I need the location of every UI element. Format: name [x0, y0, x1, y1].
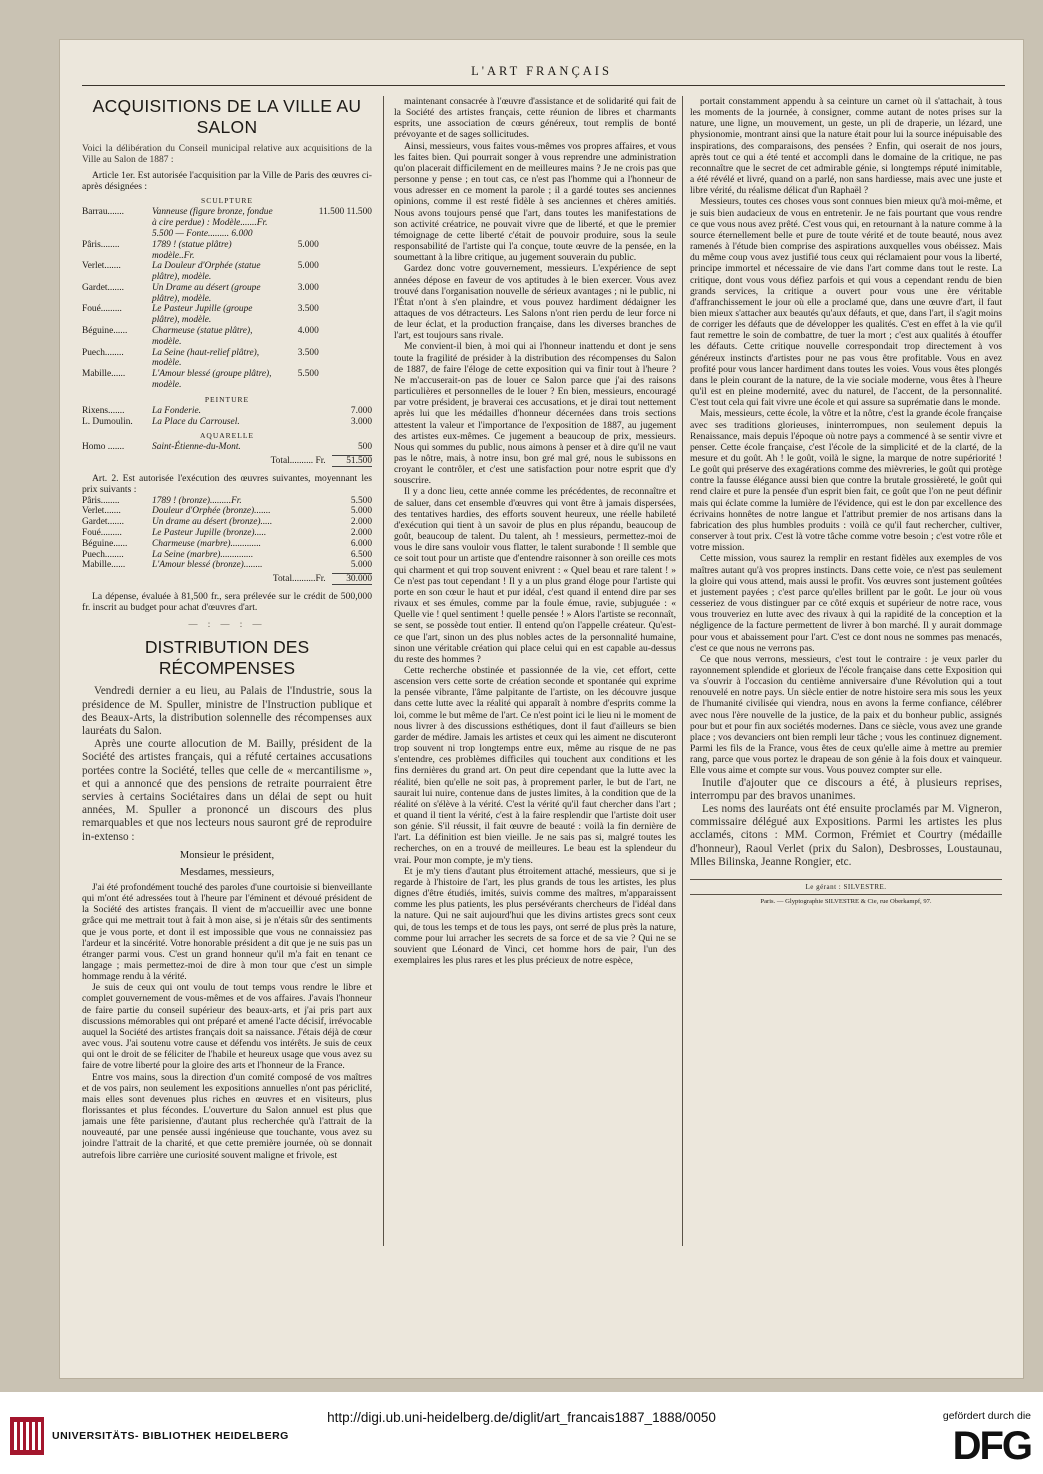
list-row [82, 406, 372, 417]
price: 5.500 [350, 495, 372, 506]
work-title: Saint-Étienne-du-Mont. [152, 442, 241, 453]
category-aquarelle: AQUARELLE [200, 431, 254, 441]
printer: Paris. — Glyptographie SILVESTRE & Cie, rue Oberkampf, 97. [690, 894, 1002, 905]
running-title: L'ART FRANÇAIS [471, 64, 612, 78]
artist-name: Mabille...... [82, 369, 126, 380]
price: 4.000 [297, 326, 319, 337]
artist-name: Homo ....... [82, 442, 125, 453]
speech-paragraph: Gardez donc votre gouvernement, messieurs. L'expérience de sept années dépose en faveur de vos aptitudes à le bien exercer. Vous avez trouvé dans l'organisation nouvelle de sérieux avantages ; ni le public, ni l'État n'ont à s'en plaindre, et vous pouvez hardiment dédaigner les attaques de vos détracteurs. Les Salons n'ont rien perdu de leur force ni de leur éclat, et la production française, dans les diverses branches de l'art, est toujours sans rivale. [394, 263, 676, 342]
total-1-label: Total.......... Fr. [270, 456, 326, 467]
speech-paragraph: maintenant consacrée à l'œuvre d'assistance et de solidarité qui fait de la Société des artistes français, cette réunion de libres et charmants esprits, une association de cœurs généreux, tout remplis de bonté prévoyante et de sages sollicitudes. [394, 96, 676, 141]
speech-paragraph: J'ai été profondément touché des paroles d'une courtoisie si bienveillante qui m'ont été adressées tout à l'heure par l'éminent et dévoué président de la Société des artistes français. Il vient de m'accueillir avec une bonne grâce qui me mettrait tout à fait à mon aise, si je n'étais sûr des sentiments que je vous porte, et dont il est impossible que vous ne connaissiez pas l'ardeur et la sincérité. Votre honorable président a dit que je ne suis pas un étranger parmi vous. C'est un grand honneur qu'il m'a fait en tenant ce langage ; mais permettez-moi de dire à mon tour que c'est un simple hommage rendu à la vérité. [82, 881, 372, 983]
column-2 [394, 96, 676, 1334]
subtotal [319, 348, 372, 370]
subtotal [319, 369, 372, 391]
price: 3.500 [297, 347, 319, 358]
speech-paragraph: Et je m'y tiens d'autant plus étroitement attaché, messieurs, que si je regarde à l'histoire de l'art, les plus grands de tous les artistes, les plus dignes d'être étudiés, imités, suivis comme des maîtres, m'apparaissent comme les plus patients, les plus persévérants chercheurs de l'idéal dans la nature. Qui ne sait aujourd'hui que les divins artistes grecs sont ceux qui, de tous les temps et de tous les pays, ont serré de plus près la nature, comme pour lui arracher les secrets de sa force et de sa vie ? Qui ne se souvient que Léonard de Vinci, cet homme hors de pair, l'un des exemplaires les plus rares et les plus précieux de notre espèce, [394, 865, 676, 967]
newspaper-page [60, 40, 1023, 1378]
price: 3.000 [297, 282, 319, 293]
work-title: Vanneuse (figure bronze, fondue à cire perdue) : Modèle.......Fr. 5.500 — Fonte......... 6.000 [152, 207, 273, 239]
work-title: Douleur d'Orphée (bronze)....... [152, 506, 271, 517]
work-title: L'Amour blessé (bronze)........ [152, 560, 263, 571]
artist-name: Béguine...... [82, 326, 128, 337]
subtotal [319, 261, 372, 283]
dfg-logo[interactable]: DFG [952, 1424, 1031, 1468]
acquisitions-closing: La dépense, évaluée à 81,500 fr., sera prélevée sur le crédit de 500,000 fr. inscrit au budget pour achat d'œuvres d'art. [82, 591, 372, 614]
price: 6.500 [350, 549, 372, 560]
speech-part-3 [690, 96, 1002, 777]
work-title: Le Pasteur Jupille (bronze)..... [152, 527, 267, 538]
total-2-label: Total..........Fr. [272, 574, 326, 585]
work-title: Charmeuse (marbre)............. [152, 538, 262, 549]
artist-name: Foué......... [82, 304, 122, 315]
list-row [82, 442, 372, 453]
list-row [82, 261, 372, 283]
price: 5.000 [297, 261, 319, 272]
speech-paragraph: portait constamment appendu à sa ceinture un carnet où il s'attachait, à tous les moments de la journée, à consigner, comme autant de notes prises sur la nature, une ligne, un mouvement, un geste, un pli de draperie, un lézard, une physionomie, montrant ainsi que la nature était pour lui la source inépuisable des inspirations, des comparaisons, des pensées ? Enfin, qui oserait de nos jours, après tout ce qui a été tenté et accompli dans le domaine de la critique, ne pas reconnaître que le secret de cet admirable génie, si longtemps réputé inimitable, a été révélé et livré, quand on a parlé, non sans hardiesse, mais avec une juste et libre vérité, du réalisme délicat d'un Raphaël ? [690, 96, 1002, 197]
work-title: La Place du Carrousel. [152, 416, 240, 427]
work-title: Un Drame au désert (groupe plâtre), modèle. [152, 282, 261, 304]
speech-paragraph: Me convient-il bien, à moi qui ai l'honneur inattendu et dont je sens toute la fragilité de présider à la distribution des récompenses du Salon de 1887, de faire l'éloge de cette exposition qui va finir tout à l'heure ? Ne m'accuserait-on pas de louer ce Salon parce que j'ai des raisons particulières et personnelles de le louer ? En bien, messieurs, encouragé par votre président, je braverai ces accusations, et je dirai tout nettement après lui que les médailles d'honneur décernées dans trois sections attestent la valeur et l'importance de l'exposition de 1887, au jugement des artistes eux-mêmes. Ce jugement a beaucoup de prix, messieurs. Nous qui sommes du public, nous aimons à penser et à dire qu'il ne vaut pas le nôtre, mais, à notre insu, bon gré mal gré, nous le subissons en croyant le contrôler, et c'est une satisfaction pour notre esprit que d'y souscrire. [394, 341, 676, 487]
section-ornament: — : — : — [188, 619, 266, 630]
source-url[interactable]: http://digi.ub.uni-heidelberg.de/diglit/art_francais1887_1888/0050 [327, 1410, 716, 1425]
list-row [82, 348, 372, 370]
after-speech: Inutile d'ajouter que ce discours a été, à plusieurs reprises, interrompu par des bravos unanimes. [690, 776, 1002, 802]
bronze-list [82, 496, 372, 572]
list-row [82, 528, 372, 539]
work-title: L'Amour blessé (groupe plâtre), modèle. [152, 369, 272, 391]
artist-name: Rixens....... [82, 405, 125, 416]
work-title: La Fonderie. [152, 405, 201, 416]
category-peinture: PEINTURE [204, 394, 250, 404]
subtotal [319, 304, 372, 326]
funded-by-label: gefördert durch die [942, 1410, 1031, 1422]
speech-paragraph: Ainsi, messieurs, vous faites vous-mêmes vos propres affaires, et vous les faites bien. Qui pourrait songer à vous reprendre une administration qu'on placerait difficilement en de meilleures mains ? Je ne crois pas que personne y pense ; en tout cas, ce n'est pas l'homme qui a l'honneur de vous adresser en ce moment la parole ; il a gardé toutes ses anciennes opinions, comme il est resté fidèle à ses anciennes et chères amitiés. Nous avons toujours pensé que l'art, dans toutes les manifestations de son activité créatrice, ne pouvait vivre que de liberté, et que le premier témoignage de cette liberté c'était de pouvoir produire, sous la seule responsabilité de l'artiste qui l'a conçue, toute œuvre de la pensée, en la soumettant à la libre critique, au jugement souverain du public. [394, 140, 676, 264]
speech-part-1 [82, 882, 372, 1161]
artist-name: Barrau....... [82, 207, 124, 218]
list-row [82, 417, 372, 428]
list-row [82, 207, 372, 239]
speech-paragraph: Cette recherche obstinée et passionnée de la vie, cet effort, cette ascension vers cette sorte de création seconde et spontanée qui exprime la pensée vibrante, l'âme palpitante de l'artiste, on les découvre jusque dans cette lutte avec la réalité qui apparaît à nombre d'esprits comme la loi, comme le but même de l'art. Ce n'est point ici le lieu ni le moment de nous livrer à des discussions esthétiques, dont il faut d'ailleurs se bien garder de médire. Jamais les artistes et ceux qui les aiment ne discuteront trop souvent ni trop longtemps entre eux, même au risque de ne pas s'entendre, ces problèmes difficiles qui touchent aux conditions et les fins dernières du grand art. On peut dire cependant que la lutte avec la réalité, bien qu'elle ne soit pas, à proprement parler, le but de l'art, ne saurait lui nuire, contenue dans de justes limites, à la condition que de la réalité on s'élève à la vérité. C'est la vérité qu'il faut chercher dans l'art ; et quand il tient la vérité, c'est à la faire resplendir que l'artiste doit user son génie. S'il réussit, il fait œuvre de beauté : voilà la fin dernière de l'art. La définition est bien vieille. Je ne sais pas si, malgré toutes les recherches, on en a trouvé de meilleures. Le beau est la splendeur du vrai. Pour mon compte, je m'y tiens. [394, 664, 676, 866]
peinture-list [82, 406, 372, 428]
price: 2.000 [350, 517, 372, 528]
column-3 [690, 96, 1002, 1326]
acquisitions-intro: Voici la délibération du Conseil municipal relative aux acquisitions de la Ville au Salon de 1887 : [82, 144, 372, 165]
list-row [82, 326, 372, 348]
library-name: UNIVERSITÄTS- BIBLIOTHEK HEIDELBERG [52, 1429, 289, 1442]
list-row [82, 304, 372, 326]
work-title: La Douleur d'Orphée (statue plâtre), modèle. [152, 261, 261, 283]
work-title: La Seine (haut-relief plâtre), modèle. [152, 347, 260, 369]
speech-paragraph: Je suis de ceux qui ont voulu de tout temps vous rendre le libre et complet gouvernement de vous-mêmes et de vos affaires. J'avais l'honneur de faire partie du conseil supérieur des beaux-arts, et j'ai pris part aux discussions mémorables qui ont préparé et amené l'acte décisif, irrévocable auquel la Société des artistes français doit sa naissance. J'étais déjà de cœur avec vous. J'ai soutenu votre cause et défendu vos intérêts. Je suis de ceux qui ont le droit de se féliciter de l'habile et heureux usage que vous avez su faire de votre liberté pour la gloire des arts et l'honneur de la France. [82, 982, 372, 1072]
total-2 [82, 573, 372, 585]
price: 6.000 [350, 538, 372, 549]
work-title: Charmeuse (statue plâtre), modèle. [152, 326, 253, 347]
laureates: Les noms des lauréats ont été ensuite proclamés par M. Vigneron, commissaire délégué aux Expositions. Parmi les artistes les plus acclamés, citons : MM. Cormon, Frémiet et Courtry (médaille d'honneur), Raoul Verlet (prix du Salon), Desbrosses, Loustaunau, Mlles Bilinska, Jeanne Rongier, etc. [690, 802, 1002, 868]
artist-name: Pâris........ [82, 495, 120, 506]
column-1 [82, 96, 372, 1264]
artist-name: Pâris........ [82, 239, 120, 250]
artist-name: L. Dumoulin. [82, 416, 133, 427]
speech-part-2 [394, 96, 676, 966]
article-1: Article 1er. Est autorisée l'acquisition par la Ville de Paris des œuvres ci-après désignées : [82, 170, 372, 193]
price: 3.000 [350, 416, 372, 427]
price: 5.000 [297, 239, 319, 250]
price: 5.000 [350, 506, 372, 517]
speech-paragraph: Entre vos mains, sous la direction d'un comité composé de vos maîtres et de vos pairs, non seulement les expositions annuelles n'ont pas périclité, mais elles sont devenues plus riches en œuvres et en visiteurs, plus florissantes et plus fécondes. L'ouverture du Salon annuel est plus que jamais une fête parisienne, d'autant plus recherchée qu'à l'attrait de la nouveauté, par une pensée aussi ingénieuse que touchante, vous avez su joindre l'attrait de la charité, et que cette première journée, où se donnait autrefois libre carrière une curiosité souvent maligne et frivole, est [82, 1071, 372, 1161]
distribution-lead-1: Vendredi dernier a eu lieu, au Palais de l'Industrie, sous la présidence de M. Spuller, ministre de l'Instruction publique et des Beaux-Arts, la distribution solennelle des récompenses aux lauréats du Salon. [82, 685, 372, 738]
artist-name: Mabille...... [82, 560, 126, 571]
speech-paragraph: Mais, messieurs, cette école, la vôtre et la nôtre, c'est la grande école française avec ses traditions glorieuses, ininterrompues, non seulement depuis la Renaissance, mais depuis l'époque où notre pays a commencé à se sentir vivre et penser. Cette école française, c'est l'école de la simplicité et de la clarté, de la mesure et du goût. Ah ! le goût, voilà le signe, la marque de notre supériorité ! Le goût qui préserve des exagérations comme des mièvreries, le goût qui protège contre la fausse élégance aussi bien que contre la brutale grossièreté, le goût qui rend claire et pure la pensée d'un esprit bien fait, ce goût que l'on ne peut définir mais qui éclate comme la lumière de l'évidence, qui est le don par excellence des écrivains honnêtes de notre langue et l'attribut premier de nos artisans dans la fabrication des plus humbles produits : voilà ce qu'il faut rechercher, cultiver, conserver à tout prix. C'est là votre tâche comme votre besoin ; c'est votre rôle et votre mission. [690, 408, 1002, 554]
subtotal [319, 326, 372, 348]
list-row [82, 240, 372, 262]
price: 7.000 [350, 405, 372, 416]
category-sculpture: SCULPTURE [201, 196, 253, 206]
artist-name: Béguine...... [82, 538, 128, 549]
artist-name: Puech........ [82, 347, 124, 358]
total-1 [82, 455, 372, 467]
artist-name: Gardet....... [82, 517, 124, 528]
price: 500 [357, 442, 372, 453]
total-1-value: 51.500 [332, 455, 372, 467]
distribution-title: DISTRIBUTION DES RÉCOMPENSES [144, 637, 310, 679]
price: 5.000 [350, 560, 372, 571]
column-rule-1 [383, 96, 384, 1246]
work-title: La Seine (marbre).............. [152, 549, 254, 560]
salutation-1: Monsieur le président, [179, 849, 275, 861]
article-2: Art. 2. Est autorisée l'exécution des œuvres suivantes, moyennant les prix suivants : [82, 473, 372, 496]
work-title: Le Pasteur Jupille (groupe plâtre), modèle. [152, 304, 253, 326]
speech-paragraph: Il y a donc lieu, cette année comme les précédentes, de reconnaître et de saluer, dans cet ensemble d'œuvres qui vont être à jamais dispersées, des tentatives hardies, des efforts souvent heureux, une réelle habileté d'exécution qui tient à un savoir de plus en plus répandu, beaucoup de goût, beaucoup de talent. Du talent, ah ! messieurs, permettez-moi de vous le dire sans vouloir vous flatter, le talent surabonde ! Il semble que ce soit tout pour un artiste que d'entendre raisonner à son oreille ces mots qui charment et qui trop souvent enivrent : « Quel beau et rare talent ! » Ce n'est pas tout cependant ! Il y a un plus grand éloge pour l'artiste qui porte en son cœur le haut et pur idéal, c'est quand il entend dire par ses rivaux et ses émules, comme par la foule émue, ravie, subjuguée : « Quelle vie ! quel sentiment ! quelle pensée ! » Alors l'artiste se reconnaît, se sent, se possède tout entier. Il entend qu'on l'appelle créateur. Qu'est-ce que l'art, sinon un des plus nobles actes de la personnalité humaine, sinon une véritable création qui place celui qui en est capable au-dessus du reste des hommes ? [394, 486, 676, 665]
list-row [82, 283, 372, 305]
total-2-value: 30.000 [332, 573, 372, 585]
price: 5.500 [297, 369, 319, 380]
list-row [82, 550, 372, 561]
artist-name: Verlet....... [82, 261, 121, 272]
price: 3.500 [297, 304, 319, 315]
acquisitions-title: ACQUISITIONS DE LA VILLE AU SALON [92, 96, 362, 137]
speech-paragraph: Messieurs, toutes ces choses vous sont connues bien mieux qu'à moi-même, et je suis bien audacieux de vous en entretenir. Je ne fais pourtant que vous rendre ce que vous nous avez prêté. C'est vous qui, en retournant à la nature comme à la source éternellement belle et pure de toute vérité et de toute beauté, nous avez ramenés à l'étude bien comprise des aspirations auxquelles vous obéissez. Mais du même coup vous avez justifié tous ceux qui réclamaient pour vous la liberté, principe immortel et nécessaire de vie dans l'art comme dans tout le reste. La critique, dont vous vous défiez parfois et qui vous a cependant rendu de bien grands services, la critique a ouvert pour vous une ère véritable d'affranchissement le jour où elle a proclamé que, dans une œuvre d'art, il faut bien mieux s'attacher aux beautés qu'aux défauts, et que, dans l'art, il s'agit moins de corriger les défauts que de développer les qualités. C'est en effet à la vie qu'il faut remettre le soin de combattre, de tuer la mort ; c'est aux qualités à étouffer les défauts. Cette critique nouvelle correspondait trop directement à vos généreux instincts d'artistes pour ne pas vous être profitable. Vous en avez profité pour vous lancer hardiment dans toutes les voies. Vous vous êtes plongés dans le plein courant de la nature, de la vie sociale moderne, vous êtes à l'heure qu'il est en pleine modernité, avec du naturel, de l'accent, de la personnalité. C'est tout cela qui fait vivre une école et qui assure sa suprématie dans le monde. [690, 196, 1002, 409]
list-row [82, 517, 372, 528]
work-title: 1789 ! (bronze).........Fr. [152, 495, 242, 506]
subtotal: 11.500 11.500 [318, 207, 372, 218]
speech-paragraph: Ce que nous verrons, messieurs, c'est tout le contraire : je veux parler du rayonnement splendide et glorieux de l'école française dans cette Exposition qui va s'ouvrir à l'occasion du centième anniversaire d'une Révolution qui a tout renouvelé en notre pays. Un siècle entier de notre histoire sera mis sous les yeux de l'humanité civilisée qui viendra, nous en avons la ferme confiance, célébrer avec nous l'ère nouvelle de la justice, de la paix et du bonheur public, assignés pour but et pour fin aux sociétés modernes. Dans ce siècle, vous avez une grande place ; vos devanciers ont bien rempli leur tâche ; vous les continuez dignement. Parmi les fils de la France, vous êtes de ceux qu'elle aime à mettre au premier rang, parce que vous portez le drapeau de son génie à la fois doux et vainqueur. Elle vous aime et compte sur vous. Vous pouvez compter sur elle. [690, 653, 1002, 777]
list-row [82, 496, 372, 507]
subtotal [319, 283, 372, 305]
speech-paragraph: Cette mission, vous saurez la remplir en restant fidèles aux exemples de vos maîtres autant qu'à vos propres instincts. Dans cette voie, ce n'est pas seulement la gloire qui vous attend, mais aussi le profit. Vos œuvres sont justement goûtées et justement payées ; c'est parce qu'elles brillent par le goût. Le jour où vous cesseriez de vous distinguer par ce côté exquis et supérieur de notre race, vous vous trouveriez en lutte avec des rivaux à qui la rapidité de la conception et la négligence de la facture permettent de livrer à bon marché. Il y aurait dommage pour vous et abaissement pour l'art. C'est ce dont nous ne sommes pas menacés, c'est ce que nous ne verrons pas. [690, 553, 1002, 654]
column-rule-2 [682, 96, 683, 1246]
list-row [82, 560, 372, 571]
salutation-2: Mesdames, messieurs, [179, 866, 275, 878]
distribution-lead-2: Après une courte allocution de M. Bailly, président de la Société des artistes français, qui a réfuté certaines accusations portées contre la Société, telles que celle de « mercantilisme », et qui a annoncé que des pensions de retraite pourraient être servies à certains Sociétaires dans un délai de sept ou huit années, M. Spuller a prononcé un discours des plus remarquables et que nos lecteurs nous sauront gré de reproduire in-extenso : [82, 738, 372, 843]
sculpture-list [82, 207, 372, 391]
aquarelle-list [82, 442, 372, 453]
artist-name: Gardet....... [82, 282, 124, 293]
price [275, 207, 319, 239]
work-title: Un drame au désert (bronze)..... [152, 517, 273, 528]
list-row [82, 506, 372, 517]
list-row [82, 369, 372, 391]
artist-name: Verlet....... [82, 506, 121, 517]
subtotal [319, 240, 372, 262]
price: 2.000 [350, 527, 372, 538]
gerant: Le gérant : SILVESTRE. [690, 879, 1002, 891]
work-title: 1789 ! (statue plâtre) modèle..Fr. [152, 239, 232, 261]
header-rule [82, 85, 1005, 86]
list-row [82, 539, 372, 550]
artist-name: Puech........ [82, 549, 124, 560]
artist-name: Foué......... [82, 527, 122, 538]
